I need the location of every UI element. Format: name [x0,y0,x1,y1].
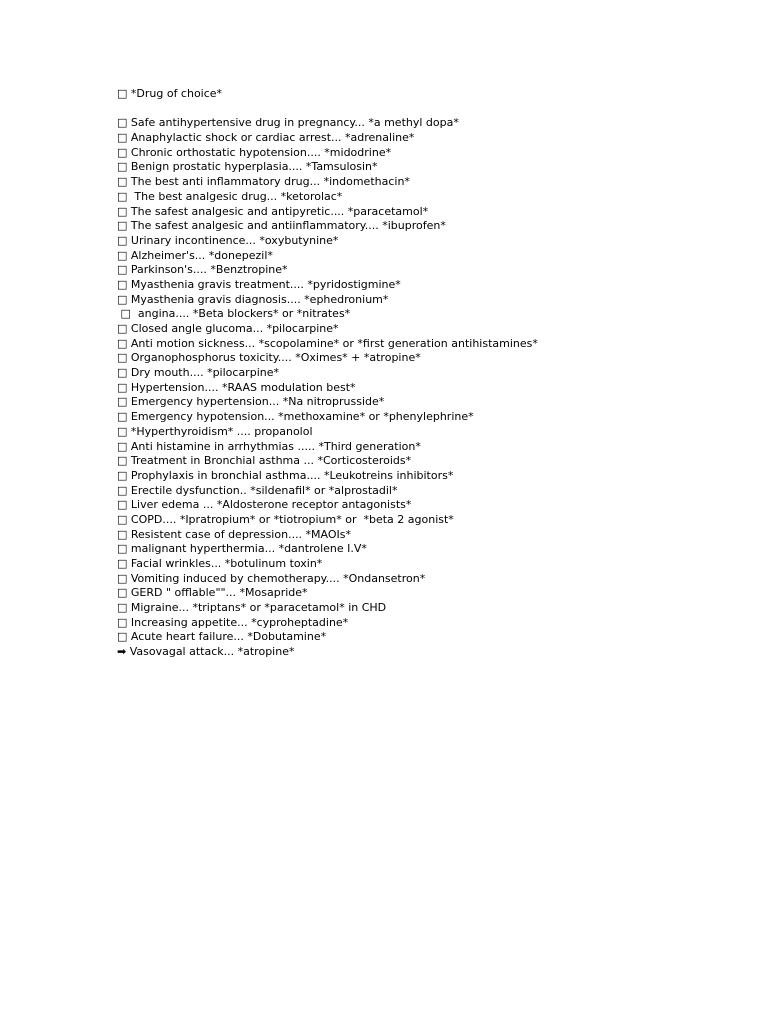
list-item: □ Chronic orthostatic hypotension.... *midodrine* [117,145,392,159]
list-item: □ Anti motion sickness... *scopolamine* or *first generation antihistamines* [117,336,538,350]
list-item: □ Hypertension.... *RAAS modulation best* [117,380,356,394]
list-item: □ Emergency hypotension... *methoxamine* or *phenylephrine* [117,410,474,424]
list-item: □ Erectile dysfunction.. *sildenafil* or *alprostadil* [117,483,398,497]
list-item: □ Treatment in Bronchial asthma ... *Corticosteroids* [117,454,412,468]
document-heading: □ *Drug of choice* [117,87,223,100]
list-item: □ malignant hyperthermia... *dantrolene I.V* [117,542,367,556]
document-body [117,87,737,660]
list-item: □ Liver edema ... *Aldosterone receptor antagonists* [117,498,412,512]
list-item: □ Anti histamine in arrhythmias ..... *Third generation* [117,439,421,453]
list-item: □ Migraine... *triptans* or *paracetamol* in CHD [117,601,387,615]
list-item: □ Prophylaxis in bronchial asthma.... *Leukotreins inhibitors* [117,468,454,482]
list-item: □ Urinary incontinence... *oxybutynine* [117,233,339,247]
list-item: □ Safe antihypertensive drug in pregnancy... *a methyl dopa* [117,116,459,130]
list-item: □ Emergency hypertension... *Na nitroprusside* [117,395,385,409]
list-item: □ Resistent case of depression.... *MAOIs* [117,527,352,541]
list-item: □ Increasing appetite... *cyproheptadine* [117,615,349,629]
list-item: □ Facial wrinkles... *botulinum toxin* [117,557,323,570]
list-item: □ The safest analgesic and antiinflammatory.... *ibuprofen* [117,219,446,233]
list-item: □ COPD.... *Ipratropium* or *tiotropium* or *beta 2 agonist* [117,512,454,526]
list-item: □ Acute heart failure... *Dobutamine* [117,630,327,644]
list-item: □ GERD " offlable""... *Mosapride* [117,586,308,600]
list-item: □ Myasthenia gravis diagnosis.... *ephedronium* [117,292,389,306]
list-item: □ Benign prostatic hyperplasia.... *Tamsulosin* [117,160,378,174]
list-item: □ Alzheimer's... *donepezil* [117,248,273,262]
list-item: □ The best analgesic drug... *ketorolac* [117,189,343,203]
list-item: □ *Hyperthyroidism* .... propanolol [117,424,313,438]
list-item: □ The safest analgesic and antipyretic.... *paracetamol* [117,204,429,218]
list-item: □ Anaphylactic shock or cardiac arrest... *adrenaline* [117,131,415,145]
list-item: □ The best anti inflammatory drug... *indomethacin* [117,175,410,189]
list-item: □ Myasthenia gravis treatment.... *pyridostigmine* [117,277,401,291]
list-item: □ Dry mouth.... *pilocarpine* [117,366,279,380]
list-item: □ Parkinson's.... *Benztropine* [117,263,288,277]
list-item: □ Vomiting induced by chemotherapy.... *Ondansetron* [117,571,426,585]
list-item: □ angina.... *Beta blockers* or *nitrates* [117,307,351,321]
list-item: □ Organophosphorus toxicity.... *Oximes* + *atropine* [117,351,421,365]
list-item: □ Closed angle glucoma... *pilocarpine* [117,322,339,335]
list-item: ➡ Vasovagal attack... *atropine* [117,645,295,659]
blank-line [117,102,737,117]
